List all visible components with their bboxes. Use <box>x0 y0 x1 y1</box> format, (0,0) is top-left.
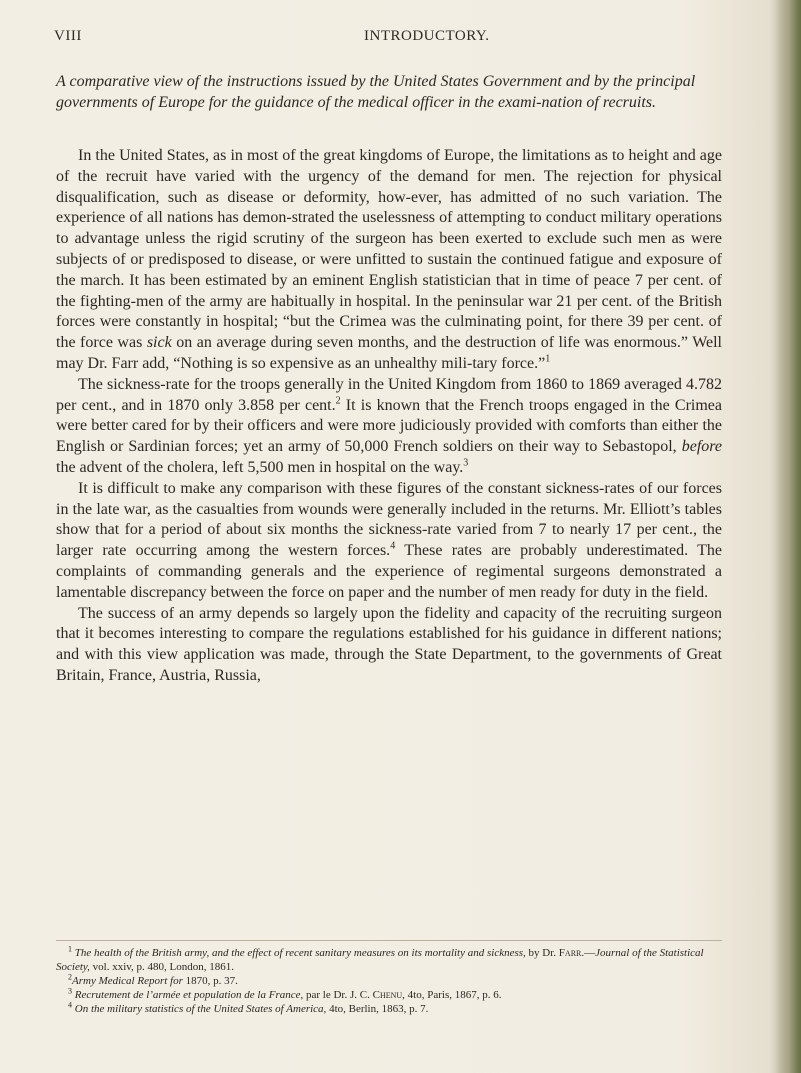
footnote: $^2$Army Medical Report for 1870, p. 37. <box>68 972 238 987</box>
footnotes <box>56 946 722 1016</box>
paragraph: The sickness-rate for the troops generally in the United Kingdom from 1860 to 1869 averaged 4.782 per cent., and in 1870 only 3.858 per cent.$^2$ It is known that the French troops engaged in the Crimea were better cared for by their officers and were more judiciously provided with comforts than either the English or Sardinian forces; yet an army of 50,000 French soldiers on their way to Sebastopol, before the advent of the cholera, left 5,500 men in hospital on the way.$^3$ <box>56 375 723 476</box>
footnote-ref: 4 <box>390 540 396 552</box>
page-header <box>54 28 734 50</box>
footnote-ref: 2 <box>335 395 341 407</box>
running-title: INTRODUCTORY. <box>364 28 490 44</box>
footnote-ref: 3 <box>463 457 469 469</box>
footnote-divider <box>56 940 722 941</box>
paragraph: It is difficult to make any comparison with these figures of the constant sickness-rates of our forces in the late war, as the casualties from wounds were generally included in the returns. Mr. Elliott’s tables show that for a period of about six months the sickness-rate varied from 7 to nearly 17 per cent., the larger rate occurring among the western forces.$^4$ These rates are probably underestimated. The complaints of commanding generals and the experience of regimental surgeons demonstrated a lamentable discrepancy between the force on paper and the number of men ready for duty in the field. <box>56 479 722 601</box>
footnote-ref: 1 <box>545 353 551 365</box>
footnote: $^4$ On the military statistics of the United States of America, 4to, Berlin, 1863, p. 7. <box>68 1000 429 1015</box>
section-title: A comparative view of the instructions issued by the United States Government and by the principal governments of Europe for the guidance of the medical officer in the exami-nation of recruits. <box>56 73 696 111</box>
page-edge-shadow <box>775 0 801 1073</box>
footnote: $^3$ Recrutement de l’armée et population de la France, par le Dr. J. C. Chenu, 4to, Paris, 1867, p. 6. <box>68 986 502 1001</box>
paragraph: The success of an army depends so largely upon the fidelity and capacity of the recruiting surgeon that it becomes interesting to compare the regulations established for his guidance in different nations; and with this view application was made, through the State Department, to the governments of Great Britain, France, Austria, Russia, <box>56 604 722 684</box>
footnote: $^1$ The health of the British army, and the effect of recent sanitary measures on its mortality and sickness, by Dr. Farr.—Journal of the Statistical Society, vol. xxiv, p. 480, London, 1861. <box>56 944 704 973</box>
paragraph: In the United States, as in most of the great kingdoms of Europe, the limitations as to height and age of the recruit have varied with the urgency of the demand for men. The rejection for physical disqualification, such as disease or deformity, how-ever, has admitted of no such variation. The experience of all nations has demon-strated the uselessness of attempting to conduct military operations to advantage unless the rigid scrutiny of the surgeon has been exerted to exclude such men as were subjects of or predisposed to disease, or were unfitted to sustain the continued fatigue and exposure of the march. It has been estimated by an eminent English statistician that in time of peace 7 per cent. of the fighting-men of the army are habitually in hospital. In the peninsular war 21 per cent. of the British forces were constantly in hospital; “but the Crimea was the culminating point, for there 39 per cent. of the force was sick on an average during seven months, and the destruction of life was enormous.” Well may Dr. Farr add, “Nothing is so expensive as an unhealthy mili-tary force.”$^1$ <box>56 147 723 372</box>
body-text <box>56 146 722 687</box>
page-number: VIII <box>54 28 82 44</box>
